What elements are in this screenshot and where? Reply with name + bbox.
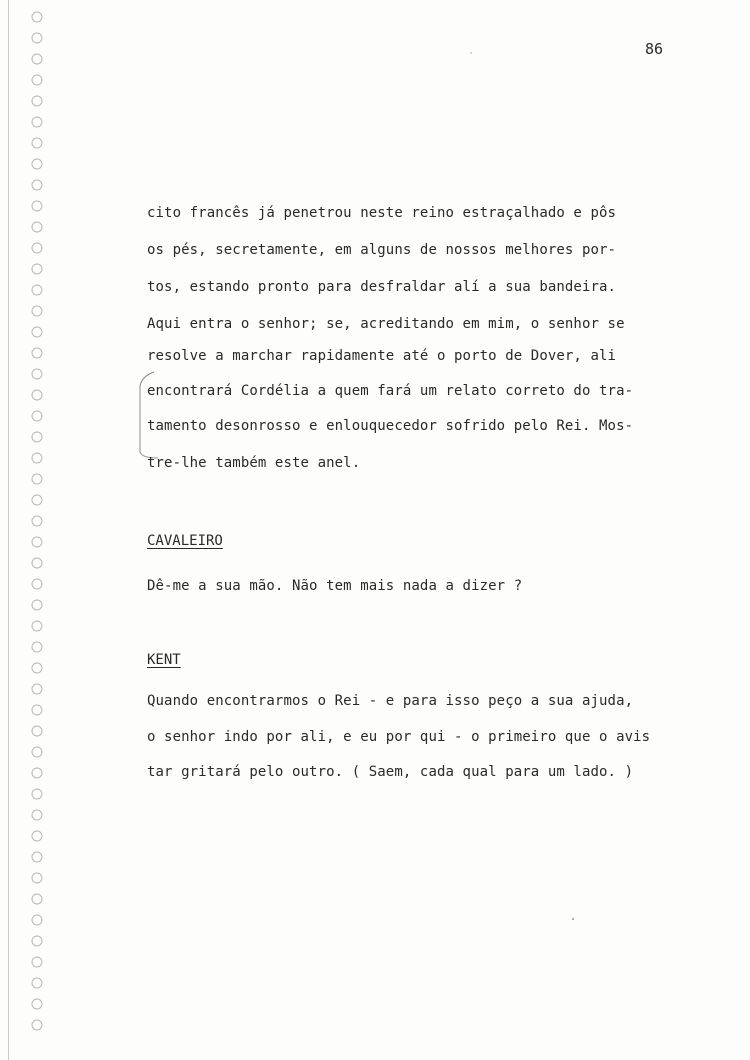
- paper-speck: [470, 52, 472, 54]
- text-line: encontrará Cordélia a quem fará um relato correto do tra-: [147, 383, 634, 399]
- text-line: tos, estando pronto para desfraldar alí a sua bandeira.: [147, 279, 617, 295]
- page-number: 86: [645, 40, 664, 58]
- paper-speck: [572, 918, 574, 920]
- speech-line: tar gritará pelo outro. ( Saem, cada qual para um lado. ): [147, 764, 634, 780]
- text-line: os pés, secretamente, em alguns de nossos melhores por-: [147, 242, 617, 258]
- speaker-name: KENT: [147, 652, 181, 668]
- text-line: resolve a marchar rapidamente até o porto de Dover, ali: [147, 348, 617, 364]
- perforation-holes: [0, 8, 60, 1048]
- speech-line: Quando encontrarmos o Rei - e para isso peço a sua ajuda,: [147, 693, 634, 709]
- text-line: tamento desonrosso e enlouquecedor sofrido pelo Rei. Mos-: [147, 418, 634, 434]
- speech-line: Dê-me a sua mão. Não tem mais nada a dizer ?: [147, 578, 523, 594]
- text-line: Aqui entra o senhor; se, acreditando em mim, o senhor se: [147, 316, 625, 332]
- speaker-name: CAVALEIRO: [147, 533, 223, 549]
- text-line: cito francês já penetrou neste reino estraçalhado e pôs: [147, 205, 617, 221]
- speech-line: o senhor indo por ali, e eu por qui - o primeiro que o avis: [147, 729, 651, 745]
- text-line: tre-lhe também este anel.: [147, 455, 361, 471]
